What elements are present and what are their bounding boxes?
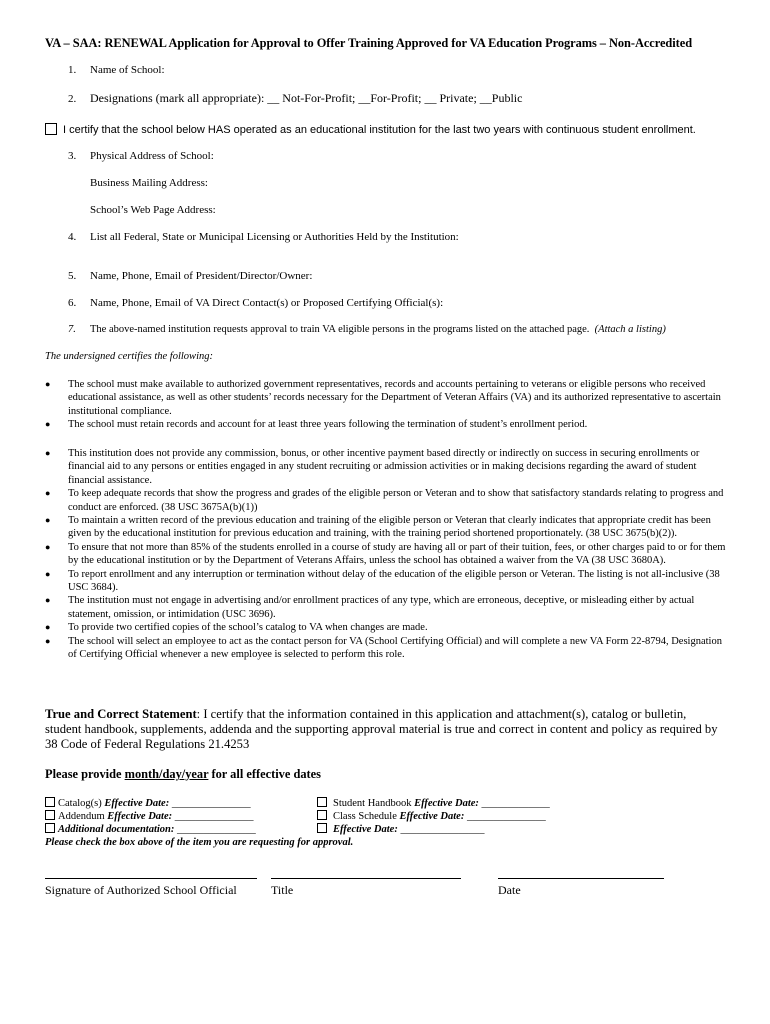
list-item: ● This institution does not provide any commission, bonus, or other incentive payment based directly or indirectly on success in securing enrollments or financial aid to any persons or entities engaged in any student recruiting or admission activities or in making decisions regarding the award of student financial assistance.: [45, 448, 700, 486]
other-effective-date: Effective Date: ________________: [317, 823, 484, 835]
bullet-icon: ●: [45, 488, 51, 499]
list-item: ● To report enrollment and any interruption or termination without delay of the education of the eligible person or Veteran. The listing is not all-inclusive (38 USC 3684).: [45, 568, 720, 594]
item-name-of-school: [68, 64, 165, 76]
item-number: 7.: [68, 324, 76, 335]
list-item: ● The institution must not engage in advertising and/or enrollment practices of any type, which are erroneous, deceptive, or misleading either by actual statement, omission, or intimidation (USC 3696).: [45, 595, 695, 620]
school-web-page-address: School’s Web Page Address:: [90, 204, 216, 216]
bullet-icon: ●: [45, 595, 51, 606]
class-schedule-checkbox[interactable]: [317, 810, 327, 820]
date-label: Date: [498, 883, 521, 897]
other-date-field[interactable]: ________________: [397, 824, 485, 835]
handbook-checkbox[interactable]: [317, 797, 327, 807]
title-label: Title: [271, 883, 294, 897]
class-schedule-effective-date: Class Schedule Effective Date: _______________: [317, 810, 546, 822]
item-designations: [68, 91, 522, 106]
catalog-effective-date: Catalog(s) Effective Date: _______________: [45, 797, 251, 809]
bullet-icon: ●: [45, 568, 51, 579]
certify-checkbox[interactable]: [45, 123, 57, 135]
bullet-icon: ●: [45, 515, 51, 526]
title-line[interactable]: [271, 878, 461, 879]
additional-documentation-field[interactable]: _______________: [174, 824, 256, 835]
item-number: 2.: [68, 93, 77, 105]
certification-list-a: [45, 378, 729, 432]
undersigned-heading: The undersigned certifies the following:: [45, 351, 213, 362]
catalog-date-field[interactable]: _______________: [169, 798, 251, 809]
item-label: List all Federal, State or Municipal Licensing or Authorities Held by the Institution:: [90, 231, 459, 243]
signature-label: Signature of Authorized School Official: [45, 883, 237, 897]
catalog-checkbox[interactable]: [45, 797, 55, 807]
handbook-date-field[interactable]: _____________: [478, 798, 550, 809]
item-label: The above-named institution requests approval to train VA eligible persons in the programs listed on the attached page.: [90, 324, 590, 335]
item-president: [68, 270, 312, 282]
item-number: 4.: [68, 231, 77, 243]
signature-line[interactable]: [45, 878, 257, 879]
date-line[interactable]: [498, 878, 664, 879]
certification-list-b: [45, 447, 729, 662]
certify-statement: [45, 123, 696, 136]
statement-text: : I certify that the information contained in this application and attachment(s), catalog or bulletin, student handbook, supplements, addenda and the supporting approval material is true and correct in content and policy as required by 38 Code of Federal Regulations 21.4253: [45, 707, 718, 752]
bullet-icon: ●: [45, 419, 51, 430]
list-item: ● To ensure that not more than 85% of the students enrolled in a course of study are having all or part of their tuition, fees, or other charges paid to or for them by the educational institution or by the Department of Veterans Affairs, unless the school has obtained a waiver from the VA (38 USC 3680A).: [45, 541, 726, 567]
handbook-effective-date: Student Handbook Effective Date: _____________: [317, 797, 550, 809]
certify-label: I certify that the school below HAS operated as an educational institution for the last two years with continuous student enrollment.: [63, 124, 696, 136]
list-item: ● The school will select an employee to act as the contact person for VA (School Certifying Official) and will complete a new VA Form 22-8794, Designation of Certifying Official whenever a new employee is selected to perform this role.: [45, 635, 722, 661]
form-title: VA – SAA: RENEWAL Application for Approval to Offer Training Approved for VA Education Programs – Non-Accredited: [45, 36, 693, 50]
list-item: ● To keep adequate records that show the progress and grades of the eligible person or Veteran and to show that satisfactory standards relating to progress and conduct are enforced. (38 USC 3675A(b)(1)): [45, 488, 724, 513]
item-licensing: [68, 231, 459, 243]
addendum-effective-date: Addendum Effective Date: _______________: [45, 810, 254, 822]
list-item: ● To provide two certified copies of the school’s catalog to VA when changes are made.: [45, 622, 428, 634]
check-box-note: Please check the box above of the item you are requesting for approval.: [45, 837, 354, 848]
bullet-icon: ●: [45, 379, 51, 389]
bullet-icon: ●: [45, 635, 51, 646]
effective-dates-heading: Please provide month/day/year for all effective dates: [45, 767, 322, 781]
designations-field[interactable]: Designations (mark all appropriate): __ Not-For-Profit; __For-Profit; __ Private; __Public: [90, 91, 523, 105]
item-physical-address: [68, 150, 214, 162]
list-item: ● To maintain a written record of the previous education and training of the eligible person or Veteran that clearly indicates that appropriate credit has been given by the educational institution for previous education and training, with the training period shortened proportionately. (38 USC 3675(b)(2)).: [45, 515, 711, 540]
addendum-date-field[interactable]: _______________: [172, 811, 254, 822]
item-number: 5.: [68, 270, 77, 282]
business-mailing-address: Business Mailing Address:: [90, 177, 208, 189]
bullet-icon: ●: [45, 448, 51, 458]
attach-listing-note: (Attach a listing): [594, 324, 666, 335]
item-label: Name, Phone, Email of VA Direct Contact(s) or Proposed Certifying Official(s):: [90, 297, 444, 309]
item-number: 1.: [68, 64, 77, 76]
item-label: Physical Address of School:: [90, 150, 214, 162]
list-item: ● The school must retain records and account for at least three years following the termination of student’s enrollment period.: [45, 419, 588, 431]
item-request-approval: [68, 324, 666, 335]
item-number: 6.: [68, 297, 77, 309]
bullet-icon: ●: [45, 622, 51, 633]
additional-documentation-checkbox[interactable]: [45, 823, 55, 833]
true-and-correct-statement: [45, 707, 725, 753]
other-checkbox[interactable]: [317, 823, 327, 833]
item-label: Name, Phone, Email of President/Director/Owner:: [90, 270, 313, 282]
bullet-icon: ●: [45, 541, 51, 552]
item-va-contact: [68, 297, 443, 309]
item-number: 3.: [68, 150, 77, 162]
addendum-checkbox[interactable]: [45, 810, 55, 820]
additional-documentation-date: Additional documentation: _______________: [45, 823, 256, 835]
statement-heading: True and Correct Statement: [45, 707, 197, 721]
class-schedule-date-field[interactable]: _______________: [464, 811, 546, 822]
list-item: ● The school must make available to authorized government representatives, records and accounts pertaining to veterans or eligible persons who received educational assistance, as well as other students’ records necessary for the Department of Veteran Affairs (VA) and its authorized representative to ascertain institutional compliance.: [45, 379, 721, 417]
item-label: Name of School:: [90, 64, 165, 76]
